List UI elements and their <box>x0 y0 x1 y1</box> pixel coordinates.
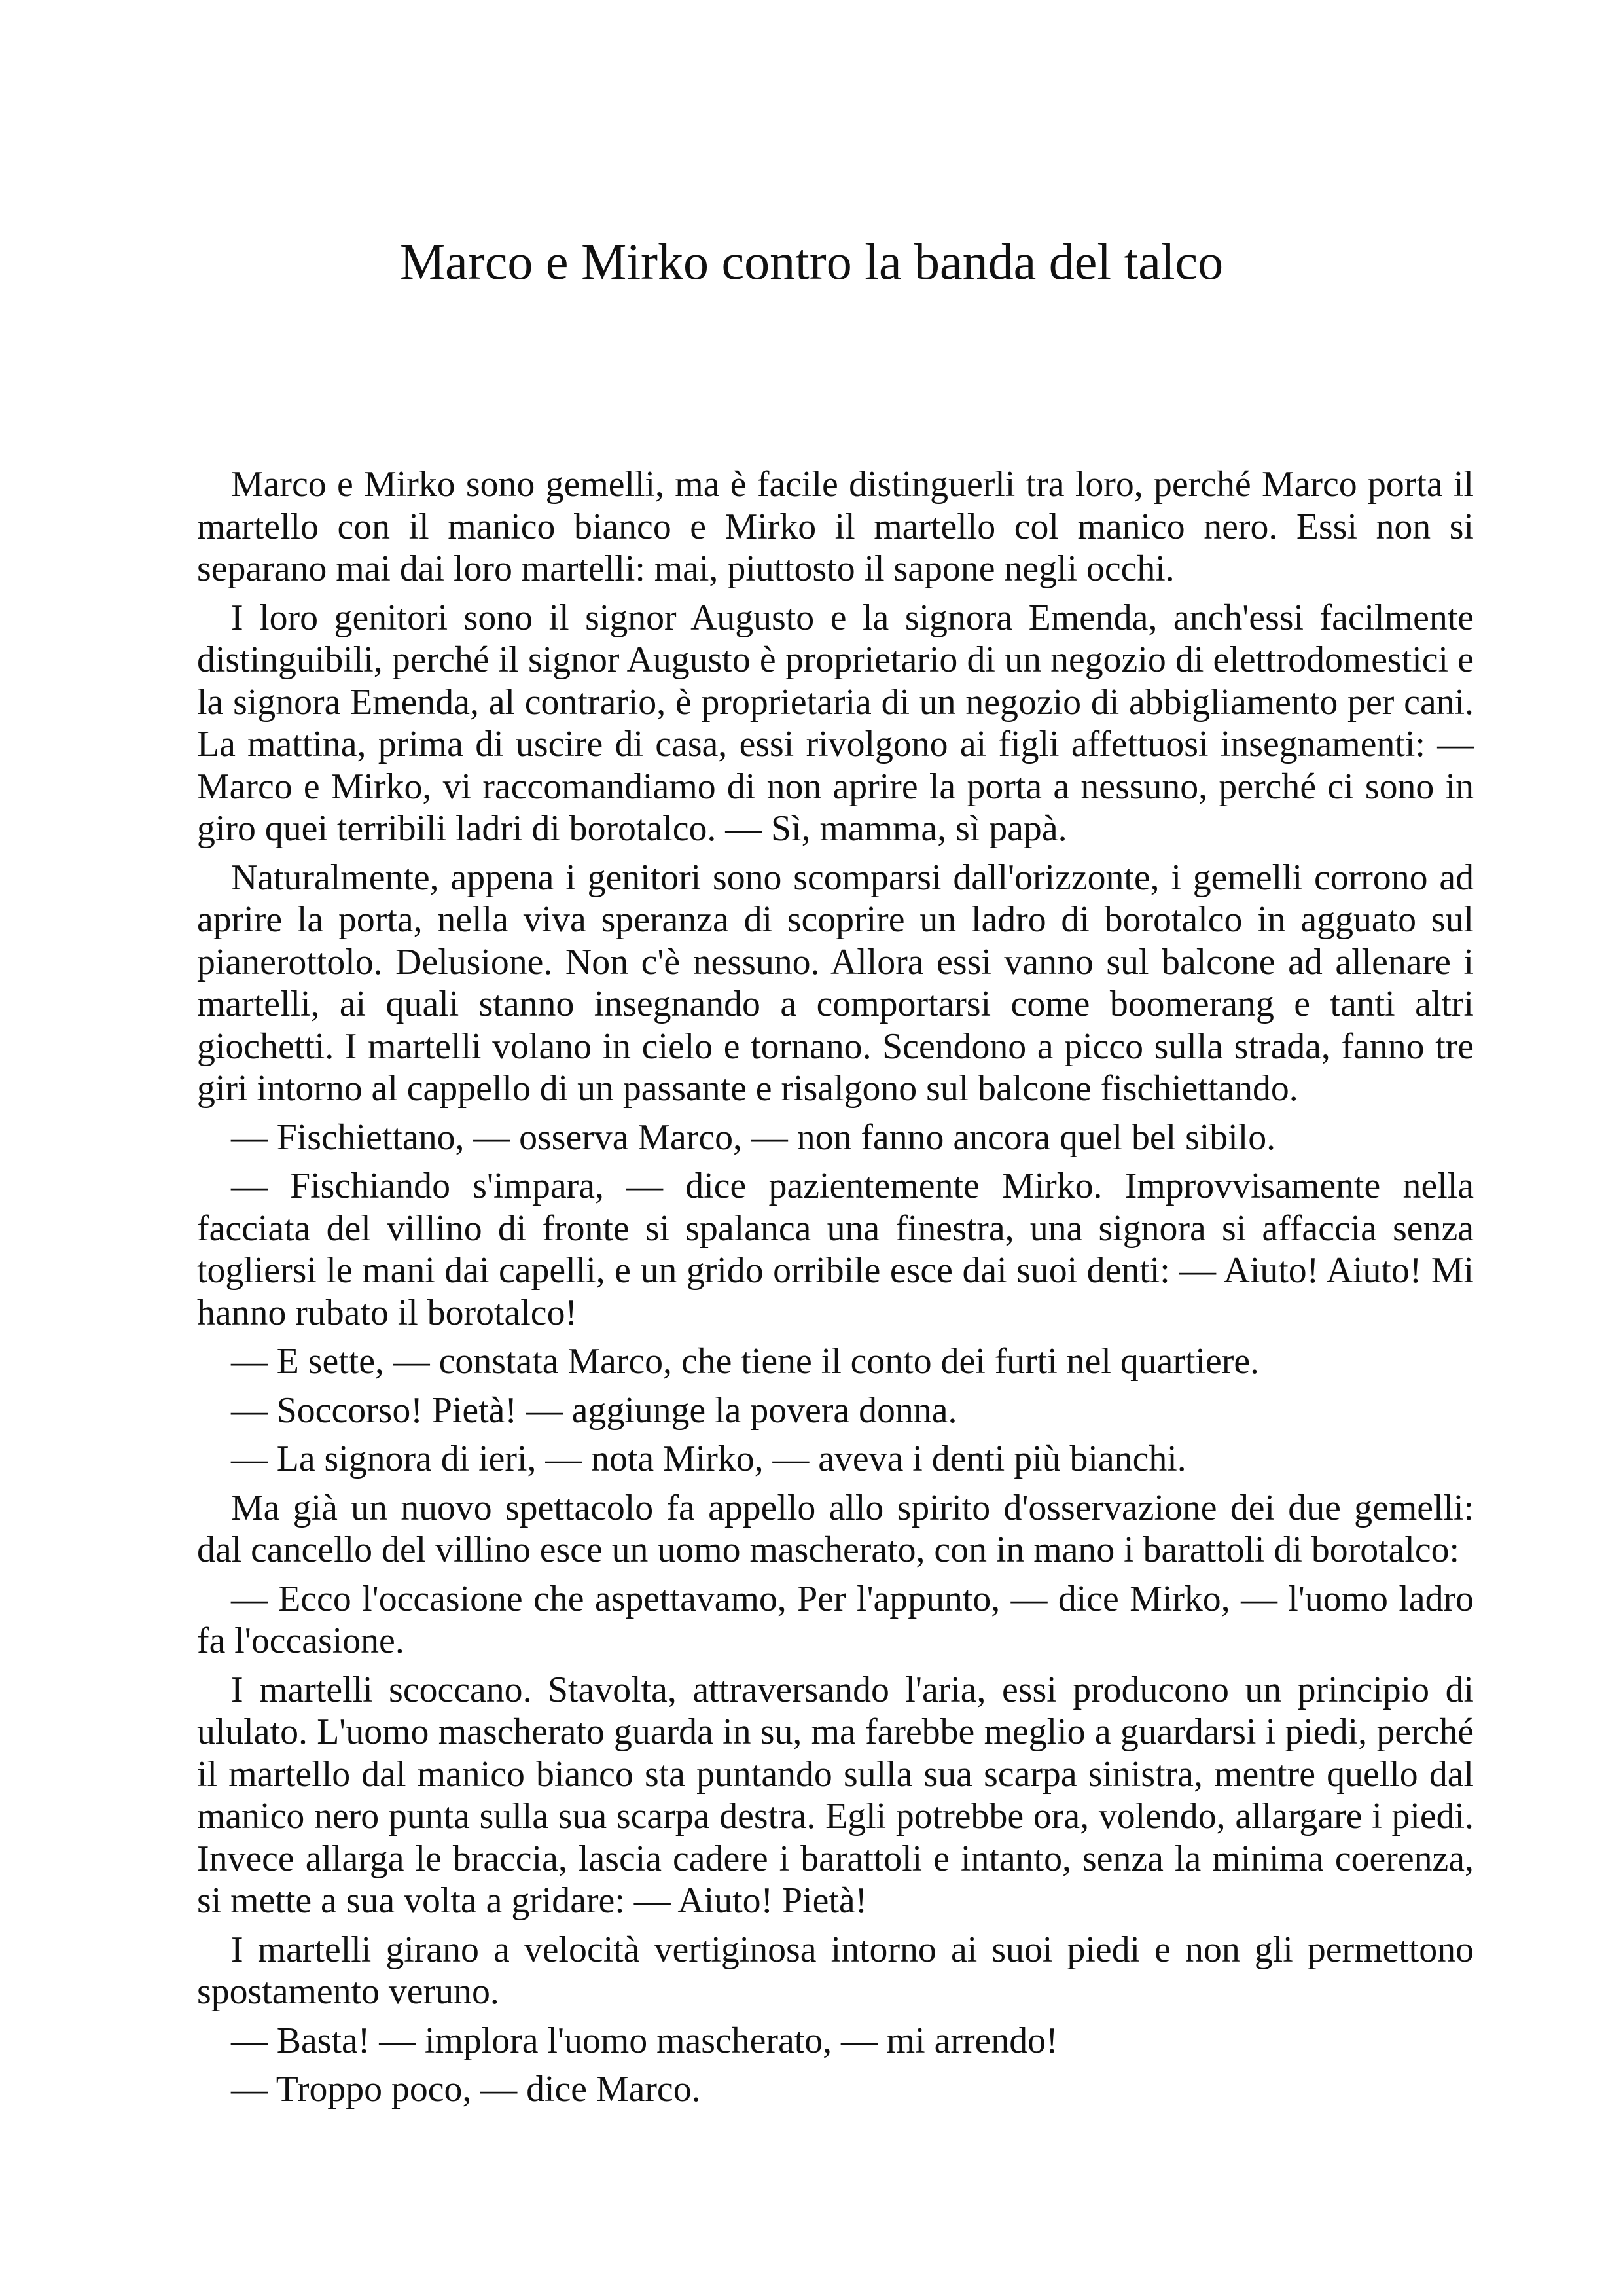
document-body <box>197 463 1474 2111</box>
paragraph: I loro genitori sono il signor Augusto e la signora Emenda, anch'essi facilmente distinguibili, perché il signor Augusto è proprietario di un negozio di elettrodomestici e la signora Emenda, al contrario, è proprietaria di un negozio di abbigliamento per cani. La mattina, prima di uscire di casa, essi rivolgono ai figli affettuosi insegnamenti: — Marco e Mirko, vi raccomandiamo di non aprire la porta a nessuno, perché ci sono in giro quei terribili ladri di borotalco. — Sì, mamma, sì papà. <box>197 597 1474 849</box>
paragraph: Naturalmente, appena i genitori sono scomparsi dall'orizzonte, i gemelli corrono ad aprire la porta, nella viva speranza di scoprire un ladro di borotalco in agguato sul pianerottolo. Delusione. Non c'è nessuno. Allora essi vanno sul balcone ad allenare i martelli, ai quali stanno insegnando a comportarsi come boomerang e tanti altri giochetti. I martelli volano in cielo e tornano. Scendono a picco sulla strada, fanno tre giri intorno al cappello di un passante e risalgono sul balcone fischiettando. <box>197 857 1474 1109</box>
paragraph: — Basta! — implora l'uomo mascherato, — mi arrendo! <box>231 2020 1058 2061</box>
paragraph: — Fischiettano, — osserva Marco, — non fanno ancora quel bel sibilo. <box>231 1117 1276 1158</box>
paragraph: Ma già un nuovo spettacolo fa appello allo spirito d'osservazione dei due gemelli: dal cancello del villino esce un uomo mascherato, con in mano i barattoli di borotalco: <box>197 1487 1474 1570</box>
paragraph: — Soccorso! Pietà! — aggiunge la povera donna. <box>231 1390 957 1431</box>
paragraph: — Fischiando s'impara, — dice pazientemente Mirko. Improvvisamente nella facciata del villino di fronte si spalanca una finestra, una signora si affaccia senza togliersi le mani dai capelli, e un grido orribile esce dai suoi denti: — Aiuto! Aiuto! Mi hanno rubato il borotalco! <box>197 1166 1474 1333</box>
paragraph: — Troppo poco, — dice Marco. <box>231 2069 701 2109</box>
document-title: Marco e Mirko contro la banda del talco <box>399 233 1224 290</box>
paragraph: I martelli scoccano. Stavolta, attraversando l'aria, essi producono un principio di ululato. L'uomo mascherato guarda in su, ma farebbe meglio a guardarsi i piedi, perché il martello dal manico bianco sta puntando sulla sua scarpa sinistra, mentre quello dal manico nero punta sulla sua scarpa destra. Egli potrebbe ora, volendo, allargare i piedi. Invece allarga le braccia, lascia cadere i barattoli e intanto, senza la minima coerenza, si mette a sua volta a gridare: — Aiuto! Pietà! <box>197 1669 1474 1921</box>
paragraph: — La signora di ieri, — nota Mirko, — aveva i denti più bianchi. <box>231 1439 1186 1479</box>
paragraph: Marco e Mirko sono gemelli, ma è facile distinguerli tra loro, perché Marco porta il martello con il manico bianco e Mirko il martello col manico nero. Essi non si separano mai dai loro martelli: mai, piuttosto il sapone negli occhi. <box>197 464 1474 589</box>
paragraph: — E sette, — constata Marco, che tiene il conto dei furti nel quartiere. <box>231 1341 1260 1382</box>
paragraph: I martelli girano a velocità vertiginosa intorno ai suoi piedi e non gli permettono spostamento veruno. <box>197 1929 1474 2012</box>
paragraph: — Ecco l'occasione che aspettavamo, Per l'appunto, — dice Mirko, — l'uomo ladro fa l'occasione. <box>197 1578 1474 1661</box>
